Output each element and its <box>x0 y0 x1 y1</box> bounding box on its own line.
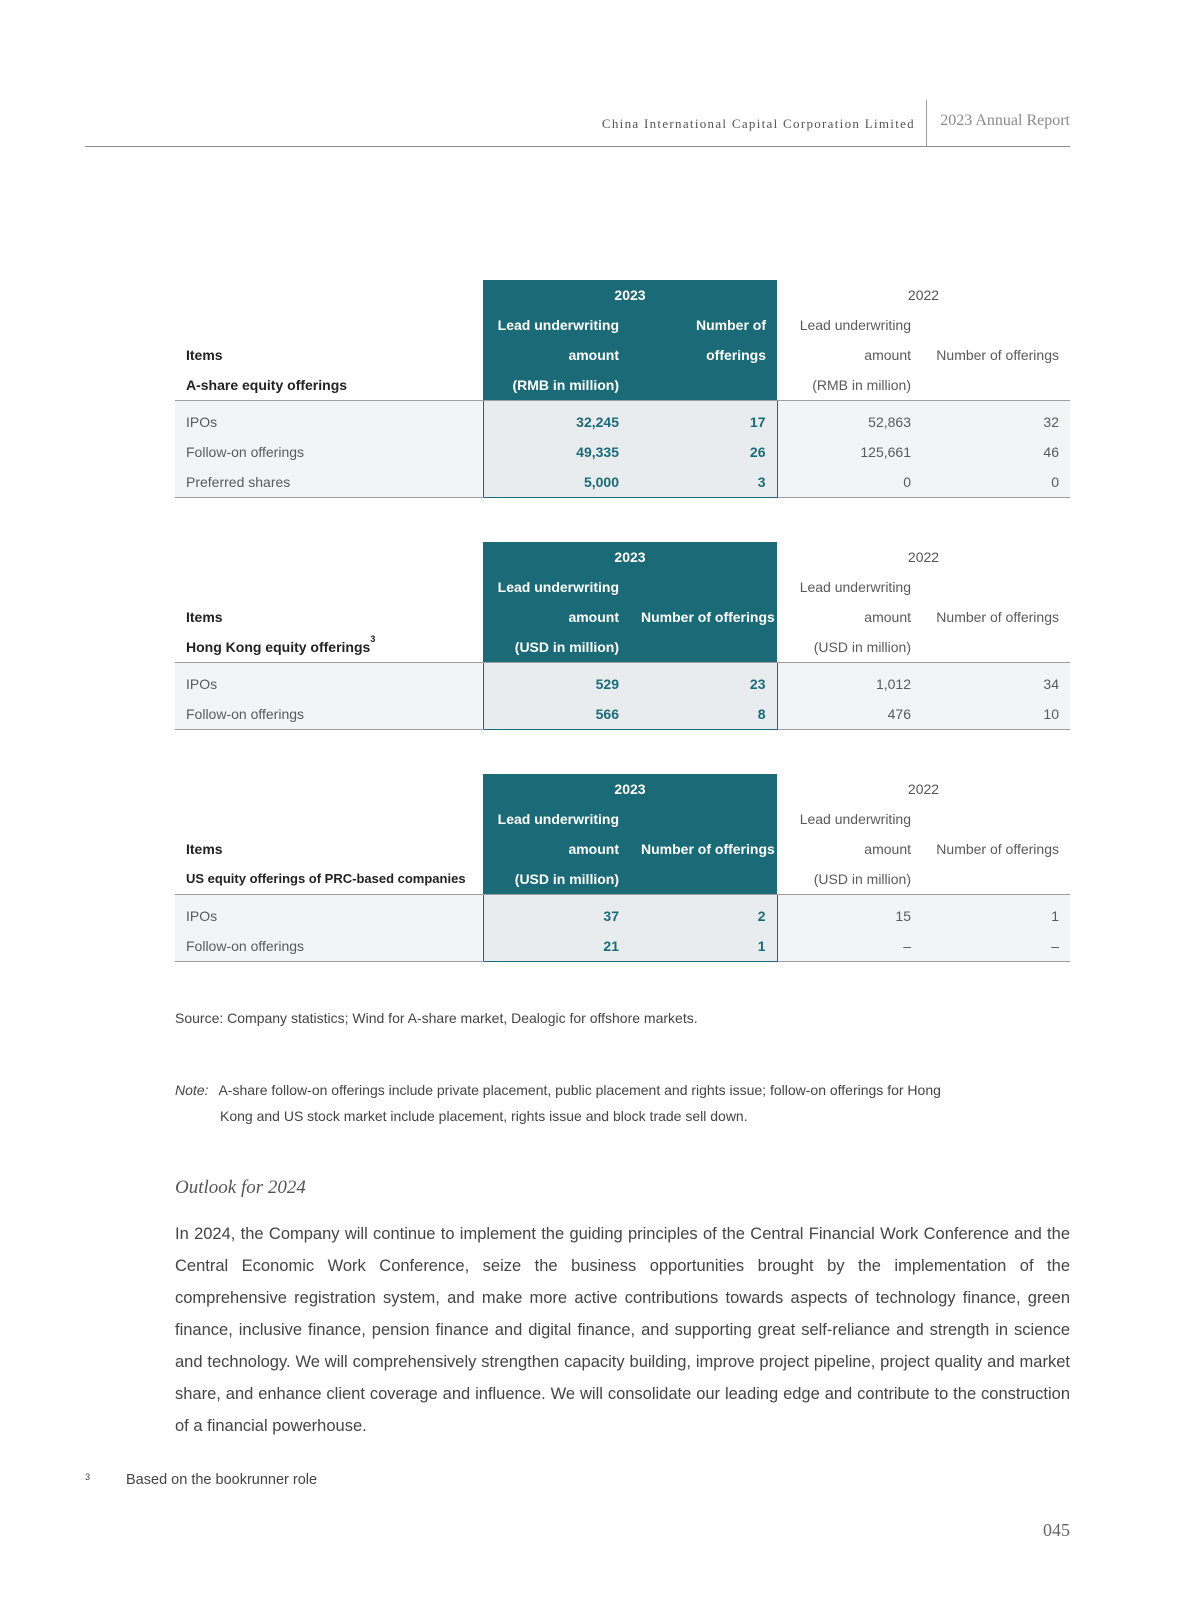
footnote-text: Based on the bookrunner role <box>126 1472 318 1488</box>
number-2022: 1 <box>922 895 1070 932</box>
number-2023: 17 <box>630 401 777 438</box>
number-2023: 8 <box>630 699 777 730</box>
number-2023: 3 <box>630 467 777 498</box>
amount-2023: 21 <box>483 931 630 962</box>
amount-2023: 32,245 <box>483 401 630 438</box>
report-title: 2023 Annual Report <box>940 112 1070 129</box>
col-amount-2023: Lead underwriting <box>483 572 630 602</box>
number-2022: – <box>922 931 1070 962</box>
note-label: Note: <box>175 1082 209 1098</box>
table-row <box>175 699 1070 730</box>
col-amount-2023: Lead underwriting <box>483 804 630 834</box>
row-label: IPOs <box>175 663 483 700</box>
col-number-2023: Number of offerings <box>630 602 777 632</box>
col-amount-2022-unit: (USD in million) <box>777 632 922 663</box>
table-row <box>175 437 1070 467</box>
number-2022: 10 <box>922 699 1070 730</box>
col-amount-2022-line2: amount <box>864 841 911 857</box>
row-label: Follow-on offerings <box>175 699 483 730</box>
col-amount-2023-unit: (USD in million) <box>483 632 630 663</box>
col-amount-2022: Lead underwriting <box>799 579 911 595</box>
footnote-ref: 3 <box>370 634 376 644</box>
amount-2022: 1,012 <box>777 663 922 700</box>
amount-2023: 529 <box>483 663 630 700</box>
items-label: Items <box>186 841 223 857</box>
table-row <box>175 401 1070 438</box>
hong-kong-table <box>175 542 1070 730</box>
col-number-2023-line2: offerings <box>630 340 777 370</box>
footnote <box>85 1472 317 1488</box>
header-divider <box>926 100 927 146</box>
number-2023: 26 <box>630 437 777 467</box>
col-amount-2022-line2: amount <box>864 347 911 363</box>
row-label: Follow-on offerings <box>175 931 483 962</box>
outlook-heading: Outlook for 2024 <box>175 1177 306 1198</box>
col-amount-2022: Lead underwriting <box>799 811 911 827</box>
table-row <box>175 663 1070 700</box>
page-number: 045 <box>1043 1520 1070 1540</box>
number-2023: 2 <box>630 895 777 932</box>
row-label: IPOs <box>175 401 483 438</box>
amount-2023: 49,335 <box>483 437 630 467</box>
col-number-2022: Number of offerings <box>936 609 1059 625</box>
year-2023-header: 2023 <box>483 774 777 804</box>
company-name: China International Capital Corporation Limited <box>601 116 915 131</box>
col-amount-2023-line2: amount <box>483 602 630 632</box>
note-line1: A-share follow-on offerings include private placement, public placement and rights issue; follow-on offerings for Hong <box>218 1082 941 1098</box>
table-row <box>175 931 1070 962</box>
row-label: IPOs <box>175 895 483 932</box>
row-label: Preferred shares <box>175 467 483 498</box>
year-2022-header: 2022 <box>907 781 940 797</box>
section-label <box>175 632 483 663</box>
amount-2022: 125,661 <box>777 437 922 467</box>
a-share-table <box>175 280 1070 498</box>
source-note: Source: Company statistics; Wind for A-share market, Dealogic for offshore markets. <box>175 1010 698 1026</box>
section-label: US equity offerings of PRC-based companies <box>175 864 483 895</box>
col-number-2023: Number of <box>630 310 777 340</box>
number-2023: 23 <box>630 663 777 700</box>
col-amount-2023-line2: amount <box>483 834 630 864</box>
col-amount-2022-unit: (RMB in million) <box>777 370 922 401</box>
number-2022: 32 <box>922 401 1070 438</box>
amount-2023: 5,000 <box>483 467 630 498</box>
year-2022-header: 2022 <box>907 549 940 565</box>
col-amount-2023-line2: amount <box>483 340 630 370</box>
page-header <box>85 100 1070 147</box>
footnote-mark: 3 <box>85 1472 91 1482</box>
number-2022: 34 <box>922 663 1070 700</box>
items-label: Items <box>186 609 223 625</box>
number-2022: 0 <box>922 467 1070 498</box>
amount-2022: 15 <box>777 895 922 932</box>
year-2023-header: 2023 <box>483 542 777 572</box>
number-2022: 46 <box>922 437 1070 467</box>
year-2023-header: 2023 <box>483 280 777 310</box>
col-amount-2022-unit: (USD in million) <box>777 864 922 895</box>
items-label: Items <box>186 347 223 363</box>
year-2022-header: 2022 <box>907 287 940 303</box>
col-number-2022: Number of offerings <box>936 841 1059 857</box>
note <box>175 1077 1070 1129</box>
col-number-2023: Number of offerings <box>630 834 777 864</box>
section-label: A-share equity offerings <box>175 370 483 401</box>
amount-2022: 476 <box>777 699 922 730</box>
table-row <box>175 467 1070 498</box>
amount-2022: – <box>777 931 922 962</box>
col-amount-2023: Lead underwriting <box>483 310 630 340</box>
amount-2023: 37 <box>483 895 630 932</box>
us-table <box>175 774 1070 962</box>
col-number-2022: Number of offerings <box>936 347 1059 363</box>
row-label: Follow-on offerings <box>175 437 483 467</box>
table-row <box>175 895 1070 932</box>
number-2023: 1 <box>630 931 777 962</box>
amount-2022: 52,863 <box>777 401 922 438</box>
col-amount-2023-unit: (USD in million) <box>483 864 630 895</box>
col-amount-2022: Lead underwriting <box>799 317 911 333</box>
amount-2022: 0 <box>777 467 922 498</box>
section-label-text: Hong Kong equity offerings <box>186 639 371 655</box>
amount-2023: 566 <box>483 699 630 730</box>
col-amount-2022-line2: amount <box>864 609 911 625</box>
note-line2: Kong and US stock market include placement, rights issue and block trade sell down. <box>220 1108 748 1124</box>
outlook-paragraph: In 2024, the Company will continue to implement the guiding principles of the Central Financial Work Conference and the Central Economic Work Conference, seize the business opportunities brought by the implementation of the comprehensive registration system, and make more active contributions towards aspects of technology finance, green finance, inclusive finance, pension finance and digital finance, and supporting great self-reliance and strength in science and technology. We will comprehensively strengthen capacity building, improve project pipeline, project quality and market share, and enhance client coverage and influence. We will consolidate our leading edge and contribute to the construction of a financial powerhouse. <box>175 1225 1070 1435</box>
col-amount-2023-unit: (RMB in million) <box>483 370 630 401</box>
